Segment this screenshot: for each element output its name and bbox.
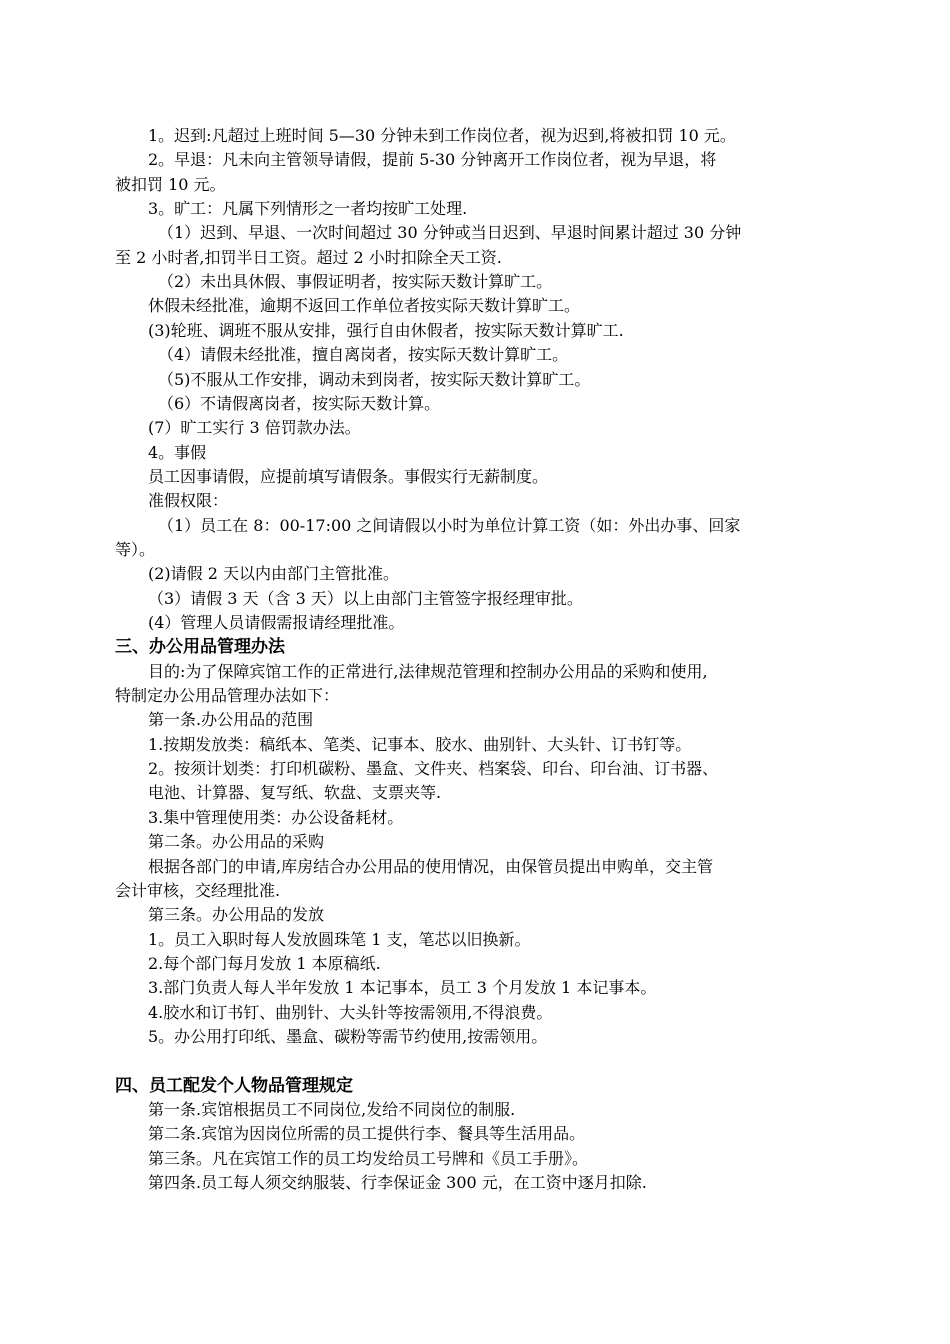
text-line: （4）请假未经批准，擅自离岗者，按实际天数计算旷工。 [158,345,569,365]
text-line: 4.胶水和订书钉、曲别针、大头针等按需领用,不得浪费。 [148,1002,553,1022]
text-line: 等）。 [115,539,156,559]
text-line: 2。早退：凡未向主管领导请假，提前 5-30 分钟离开工作岗位者，视为早退，将 [148,150,717,170]
text-line: (2)请假 2 天以内由部门主管批准。 [148,564,400,584]
text-line: 第三条。办公用品的发放 [148,905,325,925]
text-line: 2。按须计划类：打印机碳粉、墨盒、文件夹、档案袋、印台、印台油、订书器、 [148,759,719,779]
text-line: 第二条。办公用品的采购 [148,832,325,852]
text-line: (7）旷工实行 3 倍罚款办法。 [148,418,361,438]
text-line: 3.部门负责人每人半年发放 1 本记事本，员工 3 个月发放 1 本记事本。 [148,978,657,998]
text-line: 至 2 小时者,扣罚半日工资。超过 2 小时扣除全天工资. [115,247,502,267]
text-line: 第四条.员工每人须交纳服装、行李保证金 300 元，在工资中逐月扣除. [148,1173,647,1193]
text-line: 员工因事请假，应提前填写请假条。事假实行无薪制度。 [148,466,549,486]
text-line: (4）管理人员请假需报请经理批准。 [148,613,405,632]
text-line: 2.每个部门每月发放 1 本原稿纸. [148,953,381,973]
text-line: （1）迟到、早退、一次时间超过 30 分钟或当日迟到、早退时间累计超过 30 分钟 [158,223,742,243]
section-heading: 四、员工配发个人物品管理规定 [115,1075,353,1096]
text-line: 第一条.宾馆根据员工不同岗位,发给不同岗位的制服. [148,1100,516,1119]
text-line: 1.按期发放类：稿纸本、笔类、记事本、胶水、曲别针、大头针、订书钉等。 [148,734,692,754]
section-heading: 三、办公用品管理办法 [115,637,285,658]
text-line: 1。迟到:凡超过上班时间 5—30 分钟未到工作岗位者，视为迟到,将被扣罚 10 元。 [148,126,736,145]
text-line: 第一条.办公用品的范围 [148,710,314,730]
text-line: 5。办公用打印纸、墨盒、碳粉等需节约使用,按需领用。 [148,1026,548,1046]
text-line: 休假未经批准，逾期不返回工作单位者按实际天数计算旷工。 [148,296,581,316]
text-line: （3）请假 3 天（含 3 天）以上由部门主管签字报经理审批。 [148,588,583,608]
text-line: 特制定办公用品管理办法如下： [115,686,340,706]
text-line: 目的:为了保障宾馆工作的正常进行,法律规范管理和控制办公用品的采购和使用, [148,661,708,681]
text-line: （2）未出具休假、事假证明者，按实际天数计算旷工。 [158,272,553,292]
text-line: (3)轮班、调班不服从安排，强行自由休假者，按实际天数计算旷工. [148,320,624,340]
text-line: 1。员工入职时每人发放圆珠笔 1 支，笔芯以旧换新。 [148,929,531,949]
text-line: 第二条.宾馆为因岗位所需的员工提供行李、餐具等生活用品。 [148,1124,586,1144]
text-line: 准假权限： [148,491,229,511]
text-line [115,1049,840,1073]
text-line: 4。事假 [148,442,207,462]
text-line: 电池、计算器、复写纸、软盘、支票夹等. [148,783,442,803]
text-line: 3.集中管理使用类：办公设备耗材。 [148,807,404,827]
text-line: 3。旷工：凡属下列情形之一者均按旷工处理. [148,199,468,219]
text-line: 根据各部门的申请,库房结合办公用品的使用情况，由保管员提出申购单，交主管 [148,856,714,876]
text-line: 第三条。凡在宾馆工作的员工均发给员工号牌和《员工手册》。 [148,1148,589,1168]
text-line: （5)不服从工作安排，调动未到岗者，按实际天数计算旷工。 [158,369,591,389]
text-line: （6）不请假离岗者，按实际天数计算。 [158,393,441,413]
text-line: 会计审核，交经理批准. [115,880,281,900]
text-line: 被扣罚 10 元。 [115,174,226,194]
text-line: （1）员工在 8：00-17:00 之间请假以小时为单位计算工资（如：外出办事、回家 [158,515,741,535]
